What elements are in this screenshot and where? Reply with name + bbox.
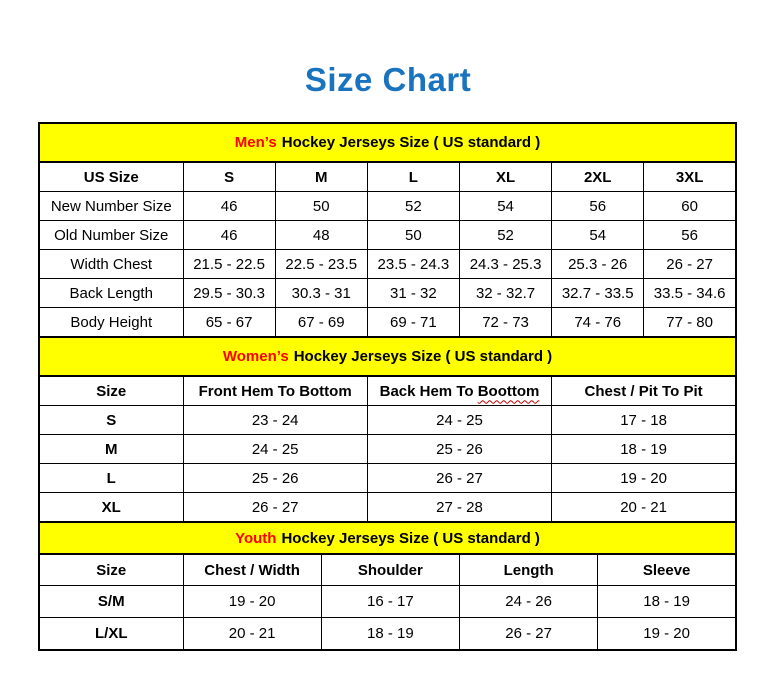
table-cell: 46 (183, 192, 275, 221)
column-header: Length (460, 554, 598, 586)
table-row (39, 435, 736, 464)
womens-banner-text: Hockey Jerseys Size ( US standard ) (293, 348, 553, 365)
column-header: 3XL (644, 162, 736, 192)
table-cell: 19 - 20 (598, 618, 736, 651)
table-cell: 67 - 69 (275, 308, 367, 338)
row-label: Width Chest (39, 250, 183, 279)
table-cell: 46 (183, 221, 275, 250)
table-cell: 26 - 27 (460, 618, 598, 651)
size-chart-tables (38, 122, 737, 651)
youth-banner-text: Hockey Jerseys Size ( US standard ) (281, 529, 540, 547)
table-cell: 52 (367, 192, 459, 221)
table-cell: 20 - 21 (552, 493, 736, 523)
column-header: S (183, 162, 275, 192)
table-row (39, 493, 736, 523)
table-cell: 26 - 27 (367, 464, 551, 493)
mens-banner-highlight: Men’s (234, 134, 277, 151)
table-cell: 60 (644, 192, 736, 221)
womens-section-banner (39, 337, 736, 376)
table-cell: 30.3 - 31 (275, 279, 367, 308)
table-row (39, 221, 736, 250)
youth-banner-highlight: Youth (235, 529, 277, 547)
table-cell: 50 (275, 192, 367, 221)
column-header: US Size (39, 162, 183, 192)
table-cell: 50 (367, 221, 459, 250)
table-cell: 24.3 - 25.3 (459, 250, 551, 279)
youth-banner-row (39, 522, 736, 554)
table-row (39, 586, 736, 618)
table-cell: 74 - 76 (552, 308, 644, 338)
row-label: Back Length (39, 279, 183, 308)
mens-header-row (39, 162, 736, 192)
mens-section-banner (39, 123, 736, 162)
table-cell: 25.3 - 26 (552, 250, 644, 279)
table-cell: 26 - 27 (183, 493, 367, 523)
row-label: S/M (39, 586, 183, 618)
mens-banner-row (39, 123, 736, 162)
table-row (39, 308, 736, 338)
table-row (39, 250, 736, 279)
youth-header-row (39, 554, 736, 586)
table-cell: 16 - 17 (321, 586, 459, 618)
column-header: Chest / Width (183, 554, 321, 586)
row-label: S (39, 406, 183, 435)
table-cell: 22.5 - 23.5 (275, 250, 367, 279)
row-label: Old Number Size (39, 221, 183, 250)
column-header: Size (39, 554, 183, 586)
table-cell: 18 - 19 (321, 618, 459, 651)
table-cell: 31 - 32 (367, 279, 459, 308)
row-label: L (39, 464, 183, 493)
column-header: M (275, 162, 367, 192)
table-row (39, 406, 736, 435)
table-cell: 29.5 - 30.3 (183, 279, 275, 308)
mens-banner-text: Hockey Jerseys Size ( US standard ) (281, 134, 541, 151)
table-cell: 23.5 - 24.3 (367, 250, 459, 279)
womens-size-table (38, 336, 737, 523)
column-header-text: Back Hem To (379, 382, 474, 400)
row-label: M (39, 435, 183, 464)
table-cell: 24 - 25 (367, 406, 551, 435)
table-cell: 23 - 24 (183, 406, 367, 435)
table-row (39, 279, 736, 308)
table-cell: 65 - 67 (183, 308, 275, 338)
table-cell: 20 - 21 (183, 618, 321, 651)
table-cell: 17 - 18 (552, 406, 736, 435)
table-cell: 19 - 20 (552, 464, 736, 493)
row-label: XL (39, 493, 183, 523)
table-row (39, 464, 736, 493)
table-cell: 54 (459, 192, 551, 221)
womens-header-row (39, 376, 736, 406)
table-cell: 69 - 71 (367, 308, 459, 338)
table-cell: 25 - 26 (367, 435, 551, 464)
column-header: L (367, 162, 459, 192)
row-label: New Number Size (39, 192, 183, 221)
table-cell: 48 (275, 221, 367, 250)
table-cell: 27 - 28 (367, 493, 551, 523)
column-header: 2XL (552, 162, 644, 192)
table-cell: 18 - 19 (552, 435, 736, 464)
mens-size-table (38, 122, 737, 338)
table-cell: 32 - 32.7 (459, 279, 551, 308)
table-cell: 56 (552, 192, 644, 221)
table-cell: 24 - 26 (460, 586, 598, 618)
table-cell: 21.5 - 22.5 (183, 250, 275, 279)
column-header: Sleeve (598, 554, 736, 586)
table-cell: 19 - 20 (183, 586, 321, 618)
table-cell: 25 - 26 (183, 464, 367, 493)
womens-banner-row (39, 337, 736, 376)
column-header: Shoulder (321, 554, 459, 586)
table-cell: 26 - 27 (644, 250, 736, 279)
table-row (39, 618, 736, 651)
column-header-misspelled (367, 376, 551, 406)
table-cell: 33.5 - 34.6 (644, 279, 736, 308)
misspelled-word: Boottom (477, 382, 540, 400)
youth-section-banner (39, 522, 736, 554)
column-header: Size (39, 376, 183, 406)
column-header: Chest / Pit To Pit (552, 376, 736, 406)
page-title: Size Chart (304, 61, 472, 98)
table-cell: 18 - 19 (598, 586, 736, 618)
row-label: Body Height (39, 308, 183, 338)
youth-size-table (38, 521, 737, 651)
table-cell: 52 (459, 221, 551, 250)
column-header: Front Hem To Bottom (183, 376, 367, 406)
table-cell: 54 (552, 221, 644, 250)
table-cell: 72 - 73 (459, 308, 551, 338)
column-header: XL (459, 162, 551, 192)
table-row (39, 192, 736, 221)
table-cell: 24 - 25 (183, 435, 367, 464)
womens-banner-highlight: Women’s (222, 348, 289, 365)
table-cell: 56 (644, 221, 736, 250)
table-cell: 32.7 - 33.5 (552, 279, 644, 308)
table-cell: 77 - 80 (644, 308, 736, 338)
row-label: L/XL (39, 618, 183, 651)
